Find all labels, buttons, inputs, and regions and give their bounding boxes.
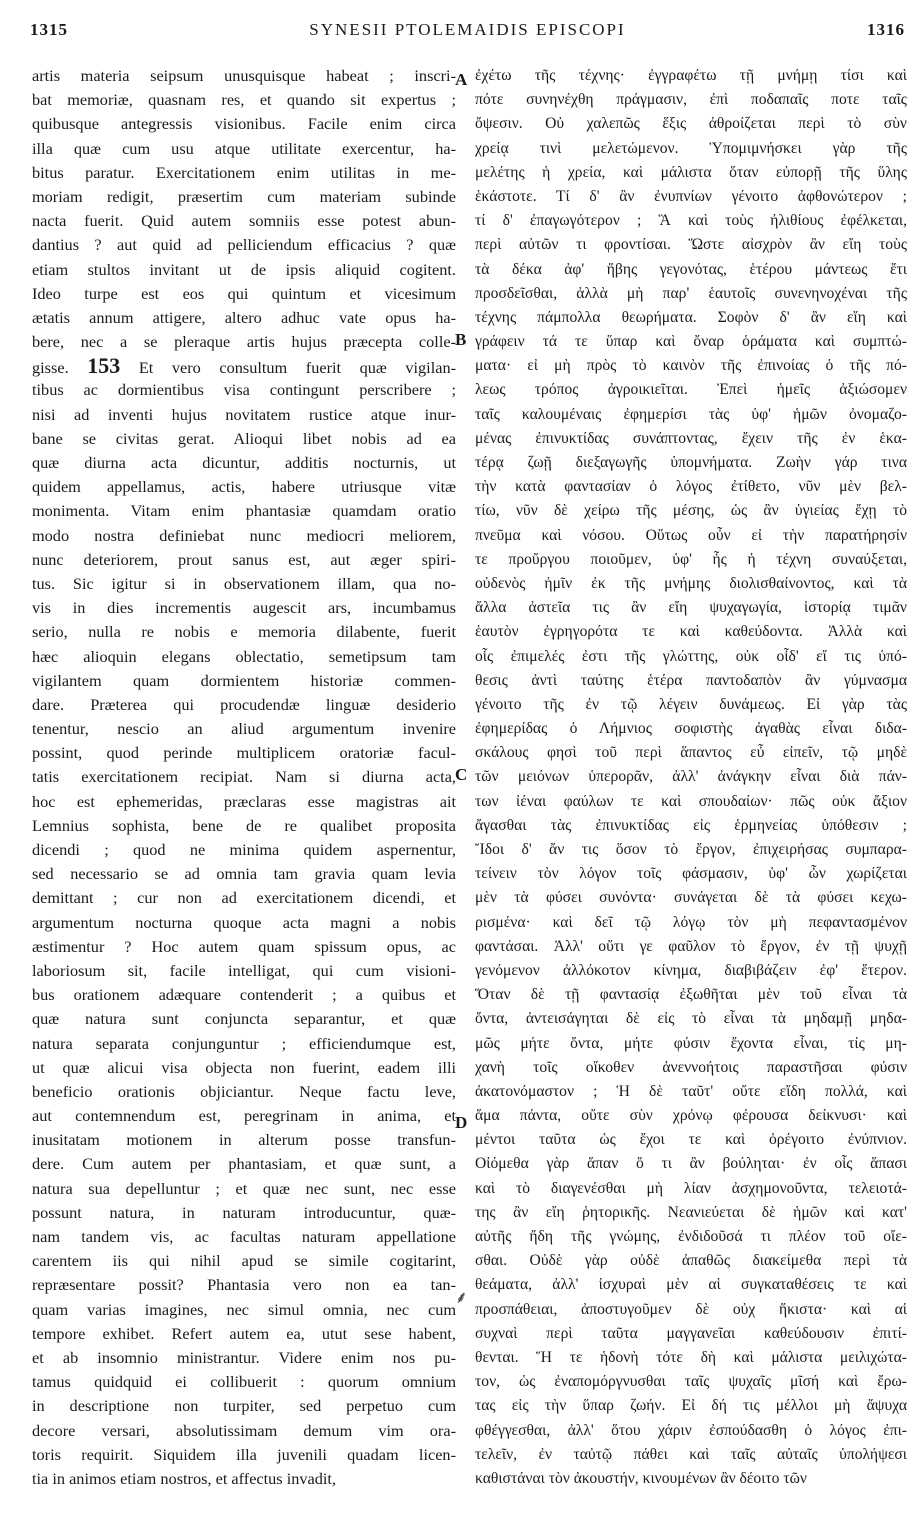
greek-line: ἄγασθαι τὰς ἐπινυκτίδας εἰς ἑρμηνείας ὑπόθεσιν ; — [475, 816, 907, 834]
greek-line: θεσις ἀντὶ ταύτης ἑτέρα παντοδαπὸν ἂν γύμνασμα — [475, 671, 907, 689]
section-number: 153 — [87, 354, 121, 379]
greek-line: μένας ἐπινυκτίδας συνάπτοντας, ἔχειν τῆς ἐν ἑκα- — [475, 429, 907, 447]
margin-ornament-glyph: ⸙ — [455, 1288, 468, 1307]
greek-line: ἐφημερίδας ὁ Λήμνιος σοφιστὴς ἀγαθὰς εἶναι διδα- — [475, 720, 907, 738]
greek-line: τέχνης πάμπολλα θεωρήματα. Σοφὸν δ' ἂν εἴη καὶ — [475, 308, 907, 326]
greek-line: χανὴ τοῖς οἴκοθεν ἀνεννοήτοις παραστῆσαι φύσιν — [475, 1058, 907, 1076]
greek-line: Οἰόμεθα γὰρ ἅπαν ὅ τι ἂν βούληται· ἐν οἷς ἅπασι — [475, 1155, 907, 1173]
greek-line: φαντάσαι. Ἀλλ' οὔτι γε φαῦλον τὸ ἔργον, ἐν τῇ ψυχῇ — [475, 937, 907, 955]
latin-line: tus. Sic igitur si in observationem illam, qua no- — [32, 573, 456, 593]
latin-line: possunt natura, in naturam introducuntur, quæ- — [32, 1202, 456, 1222]
greek-line: σθαι. Οὐδὲ γὰρ οὐδὲ ἀπαθῶς διακείμεθα περὶ τὰ — [475, 1252, 907, 1270]
greek-line: μέντοι ταῦτα ὡς ἔχοι τε καὶ ὀρέγοιτο ἐνύπνιον. — [475, 1131, 907, 1149]
greek-line: ὄντα, ἀντεισάγηται δὲ εἰς τὸ εἶναι τὰ μηδαμῇ μηδα- — [475, 1010, 907, 1028]
latin-line: decore versari, absolutissimam demum vim ora- — [32, 1420, 456, 1440]
page-number-left: 1315 — [30, 20, 68, 39]
running-header — [30, 14, 905, 44]
greek-line: τελεῖν, ἐν ταὐτῷ πάθει καὶ ταῖς αὐταῖς ὑπολήψεσι — [475, 1445, 907, 1463]
latin-line-text: gisse. — [32, 358, 69, 378]
latin-line: in descriptione non turpiter, sed perpetuo cum — [32, 1396, 456, 1416]
latin-line: toris requirit. Siquidem illa juvenili quadam licen- — [32, 1444, 456, 1464]
greek-line: τὴν κατὰ φαντασίαν ὁ λόγος ἐτίθετο, νῦν μὲν βελ- — [475, 478, 907, 496]
latin-line: nacta fuerit. Quid autem somniis esse potest abun- — [32, 211, 456, 231]
latin-line: serio, nulla re nobis e memoria dilabente, fuerit — [32, 622, 456, 642]
greek-line: θενται. Ἥ τε ἡδονὴ τότε δὴ καὶ μάλιστα μειλιχώτα- — [475, 1348, 907, 1366]
greek-line: θεάματα, ἀλλ' ἰσχυραὶ μὲν αἱ συγκαταθέσεις τε καὶ — [475, 1276, 907, 1294]
greek-line: ἄλλα ἀστεῖα τις ἂν εἴη ψυχαγωγία, ἱστορίᾳ τιμᾶν — [475, 599, 907, 617]
greek-line: χρείᾳ τινὶ μελετώμενον. Ὑπομιμνήσκει γὰρ τῆς — [475, 139, 907, 157]
latin-line: ætatis annum attigere, altero adhuc vate opus ha- — [32, 307, 456, 327]
latin-line: quæ natura sunt conjuncta separantur, et quæ — [32, 1009, 456, 1029]
latin-line: nisi ad inventi hujus novitatem rustice atque inur- — [32, 404, 456, 424]
latin-line: tenentur, nescio an aliud argumentum invenire — [32, 719, 456, 739]
latin-line: quam varias imagines, nec simul omnia, nec cum — [32, 1299, 456, 1319]
latin-line: bere, nec a se pleraque artis hujus præcepta colle- — [32, 332, 456, 352]
latin-line: beneficio orationis objiciantur. Neque factu leve, — [32, 1081, 456, 1101]
latin-line: tatis exercitationem recipiat. Nam si diurna acta, — [32, 767, 456, 787]
latin-line: artis materia seipsum unusquisque habeat ; inscri- — [32, 66, 456, 85]
latin-line — [32, 354, 456, 378]
greek-line: Ὅταν δὲ τῇ φαντασίᾳ ἐξωθῆται μὲν τοῦ εἶναι τὰ — [475, 986, 907, 1004]
greek-line: ἑαυτὸν ἐγρηγορότα τε καὶ καθεύδοντα. Ἀλλὰ καὶ — [475, 623, 907, 641]
greek-line: μῶς μήτε ὄντα, μήτε φύσιν ἔχοντα εἶναι, τίς μη- — [475, 1034, 907, 1052]
latin-column — [32, 64, 456, 1491]
greek-line: λεως τρόπος ἀγροικιεῖται. Ἐπεὶ ἡμεῖς ἀξιώσομεν — [475, 381, 907, 399]
latin-line: bane se civitas gerat. Alioqui libet nobis ad ea — [32, 428, 456, 448]
greek-line: γράφειν τά τε ὕπαρ καὶ ὄναρ ὁράματα καὶ συμπτώ- — [475, 333, 907, 351]
latin-line: tia in animos etiam nostros, et affectus invadit, — [32, 1468, 337, 1488]
greek-line: οὐδενὸς ἡμῖν ἐκ τῆς μνήμης διολισθαίνοντος, καὶ τὰ — [475, 574, 907, 592]
latin-line: dare. Præterea qui procudendæ linguæ desiderio — [32, 694, 456, 714]
latin-line: Ideo turpe est eos qui quintum et vicesimum — [32, 283, 456, 303]
greek-line: ρισμένα· καὶ δεῖ τῷ λόγῳ τὸν μὴ πεφαντασμένον — [475, 913, 907, 931]
latin-line: vigilantem quam dormientem historiæ commen- — [32, 670, 456, 690]
greek-line: των ἰέναι φαύλων τε καὶ σπουδαίων· πῶς οὐκ ἄξιον — [475, 792, 907, 810]
greek-line: Ἴδοι δ' ἄν τις ὅσον τὸ ἔργον, ἐπιχειρήσας συμπαρα- — [475, 841, 907, 858]
latin-line: Lemnius sophista, bene de re qualibet proposita — [32, 815, 456, 835]
latin-line: bat memoriæ, quasnam res, et quando sit expertus ; — [32, 90, 456, 110]
greek-line: αὐτῆς ἤδη τῆς γνώμης, ἐνδιδοῦσά τι πλέον τοῦ οἴε- — [475, 1228, 907, 1245]
latin-line: argumentum nocturna quoque acta magni a nobis — [32, 912, 456, 932]
greek-line: προσπάθειαι, ἀποστυγοῦμεν δὲ οὐχ ἥκιστα· καὶ αἱ — [475, 1300, 907, 1318]
latin-line: ut quæ alicui visa objecta non fuerint, eadem illi — [32, 1057, 456, 1077]
greek-line: σκάλους φησὶ τοῦ περὶ ἅπαντος εὖ εἰπεῖν, τῷ μηδὲ — [475, 744, 907, 762]
greek-line: γένοιτο τῆς ἐν τῷ λέγειν δυνάμεως. Εἰ γὰρ τὰς — [475, 695, 907, 713]
greek-line: πνεῦμα καὶ νόσου. Οὕτως οὖν εἰ τὴν παρατήρησίν — [475, 526, 907, 544]
latin-line: quæ diurna acta dicuntur, additis nocturnis, ut — [32, 453, 456, 472]
latin-line: modo nostra definiebat nunc mediocri meliorem, — [32, 525, 456, 545]
greek-line: οἷς ἐπιμελές ἐστι τῆς γλώττης, οὐκ οἶδ' εἴ τις ὑπό- — [475, 647, 907, 665]
greek-line: ἀκατονόμαστον ; Ἡ δὲ ταῦτ' οὔτε εἴδη πολλά, καὶ — [475, 1082, 907, 1100]
greek-line: ὄψεσιν. Οὐ χαλεπῶς ἕξις ἀθροίζεται περὶ τὸ σὺν — [475, 115, 907, 133]
greek-line: ἑκάστοτε. Τί δ' ἂν ἐνυπνίων γένοιτο ἀφθονώτερον ; — [475, 187, 907, 205]
greek-line: τέρᾳ ζωῇ διεξαγωγῆς ὑπομνήματα. Ζωὴν γάρ τινα — [475, 454, 907, 471]
greek-line: τείνειν τὸν λόγον τοῖς φάσμασιν, ὑφ' ὧν χωρίζεται — [475, 865, 907, 883]
greek-line: καὶ τὸ διαγενέσθαι μὴ λίαν ἀσχημονοῦντα, τελειοτά- — [475, 1179, 907, 1197]
latin-line: repræsentare possit? Phantasia vero non ea tan- — [32, 1275, 456, 1295]
latin-line: natura sua depelluntur ; et quæ nec sunt, nec esse — [32, 1178, 456, 1198]
latin-line: hoc est ephemeridas, præclaras esse magistras ait — [32, 791, 456, 811]
greek-line: ταῖς καλουμέναις ἐφημερίσι τὰς ὑφ' ἡμῶν ὀνομαζο- — [475, 405, 907, 423]
latin-line: dantius ? aut quid ad pelliciendum efficacius ? quæ — [32, 235, 456, 255]
latin-line: moriam redigit, præsertim cum materiam subinde — [32, 186, 456, 206]
greek-line: μελέτης ἡ χρεία, καὶ μάλιστα ὅταν εὐπορῇ τῆς ὕλης — [475, 163, 907, 181]
greek-line: προσδεῖσθαι, ἀλλὰ μὴ παρ' ἑαυτοῖς συνενηνοχέναι τῆς — [475, 284, 907, 302]
margin-letter-a: A — [455, 70, 468, 89]
page-number-right: 1316 — [867, 20, 905, 39]
greek-line: τε προὔργου ποιοῦμεν, ὑφ' ἧς ἡ τέχνη συναύξεται, — [475, 550, 907, 568]
greek-line: της ἂν εἴη ῥητορικῆς. Νεανιεύεται δὲ ἡμῶν καὶ κατ' — [475, 1203, 907, 1221]
margin-letter-d: D — [455, 1113, 468, 1132]
greek-line: καθιστάναι τὸν ἀκουστήν, κινουμένων ἂν δέοιτο τῶν — [475, 1469, 807, 1487]
margin-letter-b: B — [455, 330, 467, 349]
latin-line: hæc alioquin elegans oblectatio, semetipsum tam — [32, 646, 456, 666]
latin-line: illa quæ cum usu atque utilitate exercentur, ha- — [32, 138, 456, 158]
latin-line: æstimentur ? Hoc autem quam spissum opus, ac — [32, 936, 456, 956]
greek-column — [475, 64, 907, 1491]
margin-letter-c: C — [455, 765, 468, 784]
latin-line: inusitatam motionem in alterum posse transfun- — [32, 1130, 456, 1150]
greek-line: τας εἰς τὴν ὕπαρ ζωήν. Εἰ δή τις μέλλοι μὴ ἄψυχα — [475, 1397, 907, 1415]
latin-line: monimenta. Vitam enim phantasiæ quamdam oratio — [32, 501, 456, 521]
latin-line: dere. Cum autem per phantasiam, et quæ sunt, a — [32, 1154, 456, 1174]
latin-line: nam tandem vis, ac facultas naturam appellatione — [32, 1227, 456, 1246]
latin-line-text: Et vero consultum fuerit quæ vigilan- — [138, 358, 456, 378]
latin-line: etiam stultos invitant ut de ipsis aliquid cogitent. — [32, 259, 456, 279]
latin-line: bus orationem adæquare contenderit ; a quibus et — [32, 985, 456, 1005]
greek-line: τίω, νῦν δὲ χείρω τῆς μέσης, ὡς ἂν ὑγιείας ἔχῃ τὸ — [475, 502, 907, 520]
greek-line: φθέγγεσθαι, ἀλλ' ὅτου χάριν ἐσπούδασθη ὁ λόγος ἐπι- — [475, 1421, 907, 1439]
running-title: SYNESII PTOLEMAIDIS EPISCOPI — [309, 20, 626, 39]
greek-line: πότε συνηνέχθη πράγμασιν, ἐπὶ ποδαπαῖς ποτε ταῖς — [475, 91, 907, 109]
greek-line: μὲν τὰ φύσει συνόντα· συνάγεται δὲ τὰ φύσει κεχω- — [475, 889, 907, 907]
latin-line: vis in dies incrementis augescit ars, incumbamus — [32, 598, 456, 618]
greek-line: συχναὶ περὶ ταῦτα μαγγανεῖαι καθεύδουσιν ἐπιτί- — [475, 1324, 907, 1342]
latin-line: carentem iis qui nihil apud se simile cogitarint, — [32, 1251, 456, 1271]
latin-line: possint, quod perinde multiplicem oratoriæ facul- — [32, 743, 456, 763]
latin-line: tamus quidquid ei collibuerit : quorum omnium — [32, 1372, 456, 1392]
latin-line: demittant ; cur non ad exercitationem dicendi, et — [32, 888, 456, 908]
greek-line: ματα· εἰ μὴ πρὸς τὸ καινὸν τῆς ἐπινοίας ὁ τῆς πό- — [475, 357, 907, 375]
greek-line: γενόμενον ἀλλόκοτον κίνημα, διαβιβάζειν ἐφ' ἕτερον. — [475, 961, 907, 979]
greek-line: τῶν μειόνων ὑπερορᾶν, ἀλλ' ἀνάγκην εἶναι διὰ πάν- — [475, 768, 907, 786]
greek-line: τον, ὡς ἐναπομόργνυσθαι ταῖς ψυχαῖς μῖσή καὶ ἔρω- — [475, 1373, 907, 1391]
latin-line: dicendi ; quod ne minima quidem aspernentur, — [32, 840, 456, 859]
greek-line: τὰ δέκα ἀφ' ἥβης γεγονότας, ἑτέρου μάντεως ἔτι — [475, 260, 907, 278]
latin-line: quibusque antegressis visionibus. Facile enim circa — [32, 114, 456, 134]
latin-line: tibus ac dormientibus visa contingunt perscribere ; — [32, 380, 456, 400]
latin-line: nunc deteriorem, prout sanus est, aut æger spiri- — [32, 549, 456, 569]
greek-line: ἐχέτω τῆς τέχνης· ἐγγραφέτω τῇ μνήμῃ τίσι καὶ — [475, 67, 907, 84]
greek-line: τί δ' ἐπαγωγότερον ; Ἃ καὶ τοὺς ἠλιθίους ἐφέλκεται, — [475, 212, 907, 230]
latin-line: natura separata conjunguntur ; efficiendumque est, — [32, 1033, 456, 1053]
greek-line: ἅμα πάντα, οὔτε σὺν χρόνῳ φέρουσα δείκνυσι· καὶ — [475, 1107, 907, 1125]
latin-line: et ab insomnio ministrantur. Videre enim nos pu- — [32, 1347, 456, 1367]
latin-line: tempore exhibet. Refert autem ea, utut sese habent, — [32, 1323, 456, 1343]
latin-line: aut contemnendum est, peregrinam in anima, et — [32, 1106, 456, 1126]
latin-line: quidem appellamus, actis, habere utriusque vitæ — [32, 477, 456, 497]
latin-line: sed necessario se ad omnia tam gravia quam levia — [32, 864, 456, 884]
latin-line: bitus paratur. Exercitationem enim utilitas in me- — [32, 162, 456, 182]
latin-line: laboriosum sit, facile intelligat, qui cum visioni- — [32, 960, 456, 980]
greek-line: περὶ αὐτῶν τι φροντίσαι. Ὥστε αἰσχρὸν ἂν εἴη τοὺς — [475, 236, 907, 254]
